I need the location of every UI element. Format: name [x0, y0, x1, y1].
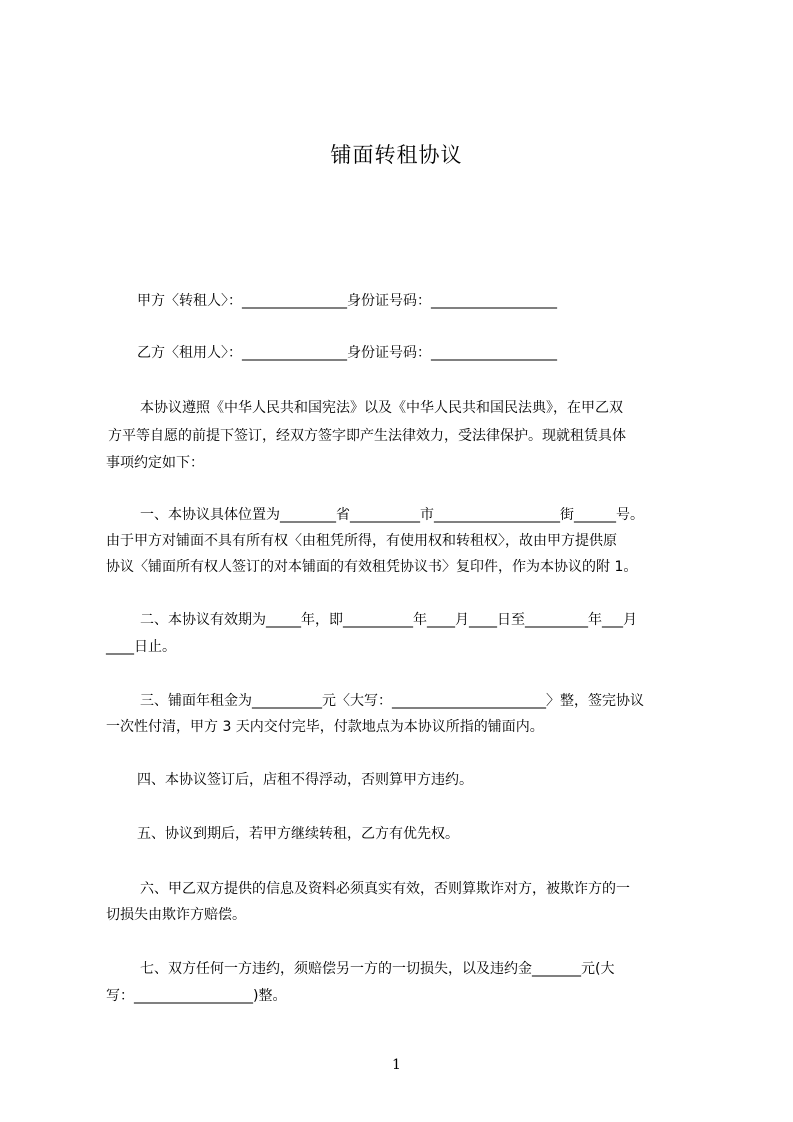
- clause1-line-2: 由于甲方对铺面不具有所有权〈由租凭所得，有使用权和转租权〉，故由甲方提供原: [106, 533, 617, 549]
- intro-line-2: 方平等自愿的前提下签订，经双方签字即产生法律效力，受法律保护。现就租赁具体: [108, 428, 626, 444]
- clause5-line: 五、协议到期后，若甲方继续转租，乙方有优先权。: [137, 826, 459, 842]
- intro-line-1: 本协议遵照《中华人民共和国宪法》以及《中华人民共和国民法典》，在甲乙双: [140, 400, 623, 416]
- clause3-line-1: 三、铺面年租金为__________元〈大写：______________________〉整，签完协议: [140, 693, 644, 709]
- party-a-line: 甲方〈转租人〉：_______________身份证号码：__________________: [137, 293, 557, 309]
- clause7-line-1: 七、双方任何一方违约，须赔偿另一方的一切损失，以及违约金_______元(大: [140, 961, 615, 977]
- clause3-line-2: 一次性付清，甲方 3 天内交付完毕，付款地点为本协议所指的铺面内。: [106, 719, 544, 735]
- document-title: 铺面转租协议: [330, 143, 463, 167]
- clause1-line-1: 一、本协议具体位置为________省__________市__________________街______号。: [140, 507, 644, 523]
- clause2-line-2: ____日止。: [106, 639, 176, 655]
- clause7-line-2: 写：_________________)整。: [106, 988, 287, 1004]
- intro-line-3: 事项约定如下：: [106, 455, 204, 471]
- clause4-line: 四、本协议签订后，店租不得浮动，否则算甲方违约。: [137, 772, 473, 788]
- party-b-line: 乙方〈租用人〉：_______________身份证号码：__________________: [137, 345, 557, 361]
- clause6-line-1: 六、甲乙双方提供的信息及资料必须真实有效，否则算欺诈对方，被欺诈方的一: [140, 881, 630, 897]
- clause1-line-3: 协议〈铺面所有权人签订的对本铺面的有效租凭协议书〉复印件，作为本协议的附 1。: [106, 559, 638, 575]
- clause2-line-1: 二、本协议有效期为_____年，即__________年____月____日至_________年___月: [140, 612, 637, 628]
- page-number: 1: [392, 1057, 401, 1073]
- clause6-line-2: 切损失由欺诈方赔偿。: [106, 907, 246, 923]
